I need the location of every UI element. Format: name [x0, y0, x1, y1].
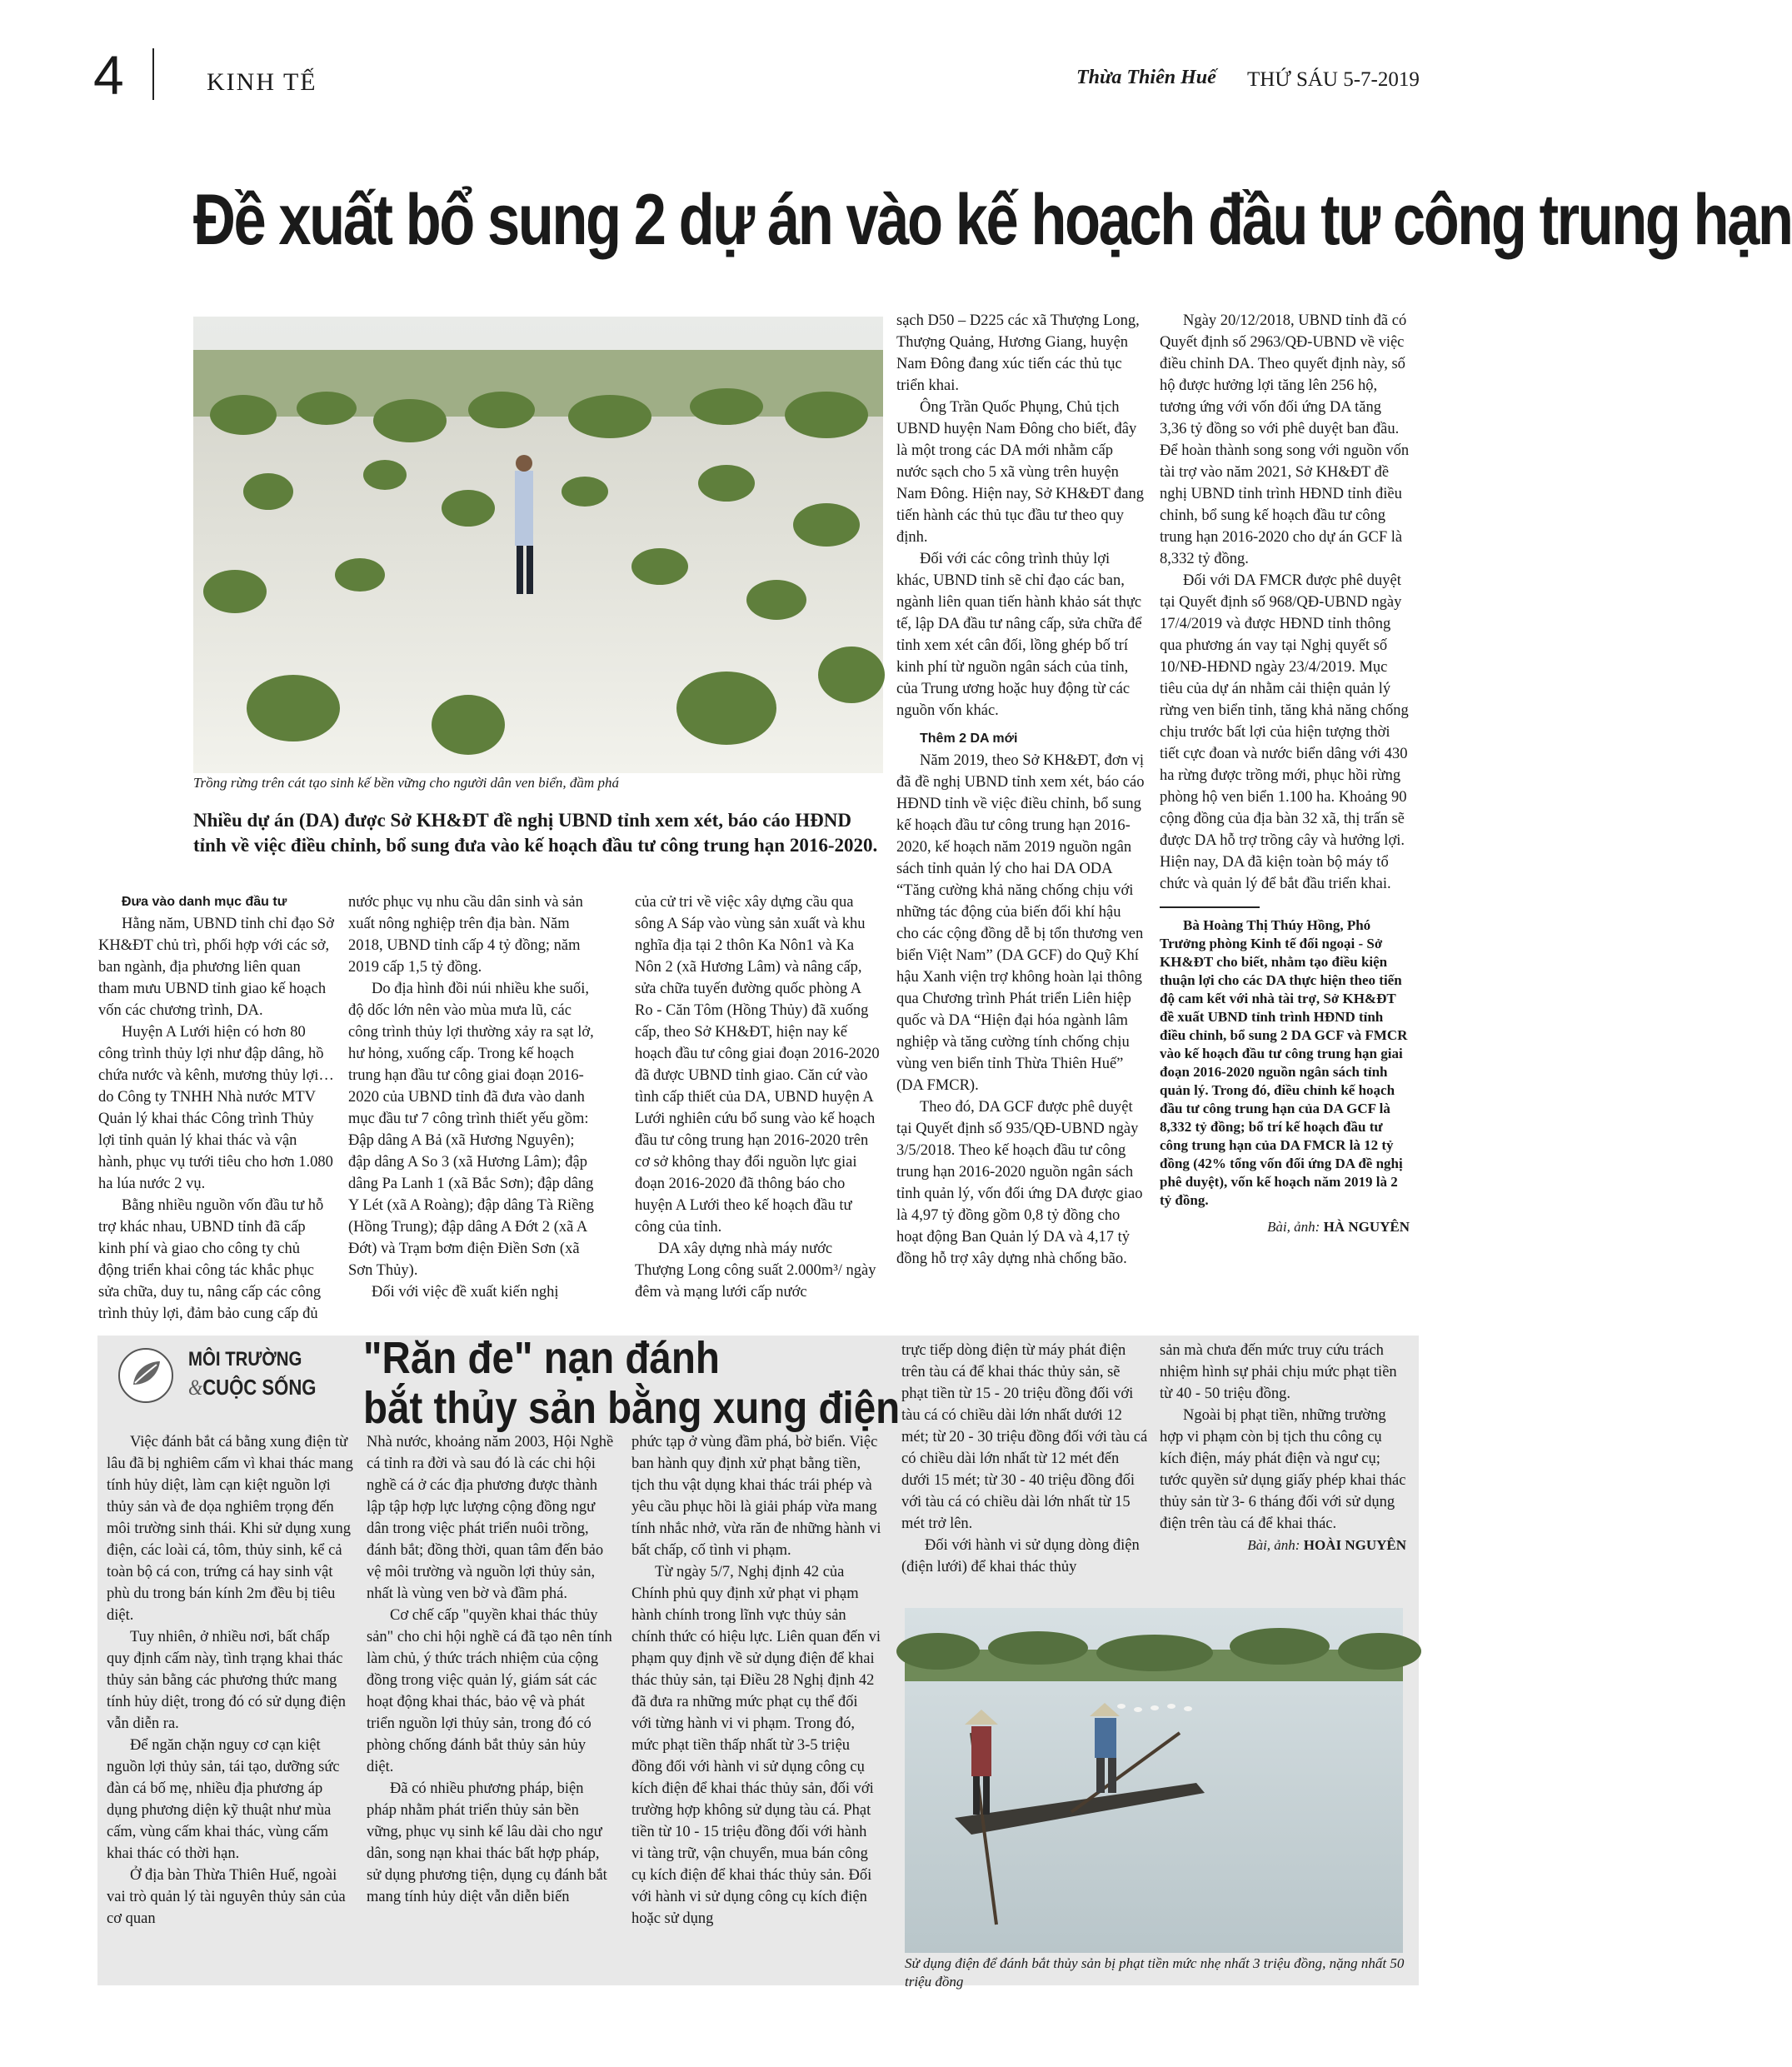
- headline-line-1: "Răn đe" nạn đánh: [363, 1333, 720, 1383]
- paragraph: phức tạp ở vùng đầm phá, bờ biển. Việc ban hành quy định xử phạt bằng tiền, tịch thu vật dụng khai thác trái phép và yêu cầu phục hồi là giải pháp vừa mang tính nhắc nhở, vừa răn đe những hành vi bất chấp, cố tình vi phạm.: [631, 1434, 881, 1559]
- byline-author: HOÀI NGUYÊN: [1303, 1537, 1406, 1553]
- paragraph: Nhà nước, khoảng năm 2003, Hội Nghề cá tỉnh ra đời và sau đó là các chi hội nghề cá ở các địa phương được thành lập tập hợp lực lượng cộng đồng ngư dân trong việc phát triển nuôi trồng, đánh bắt; đồng thời, quan tâm đến bảo vệ môi trường và nguồn lợi thủy sản, nhất là vùng ven bờ và đầm phá.: [367, 1434, 614, 1602]
- logo-text-line2: CUỘC SỐNG: [202, 1375, 317, 1400]
- byline: [1160, 1535, 1406, 1556]
- paragraph: Việc đánh bắt cá bằng xung điện từ lâu đã bị nghiêm cấm vì khai thác mang tính hủy diệt, làm cạn kiệt nguồn lợi thủy sản và đe dọa nghiêm trọng đến môi trường sinh thái. Khi sử dụng xung điện, các loài cá, tôm, thủy sinh, kể cả toàn bộ cá con, trứng cá hay sinh vật phù du trong bán kính 2m đều bị tiêu diệt.: [107, 1434, 353, 1624]
- paragraph: DA xây dựng nhà máy nước Thượng Long công suất 2.000m³/ ngày đêm và mạng lưới cấp nước: [635, 1241, 876, 1301]
- paragraph: Năm 2019, theo Sở KH&ĐT, đơn vị đã đề nghị UBND tỉnh xem xét, báo cáo HĐND tỉnh về việc điều chỉnh, bổ sung kế hoạch đầu tư công trung hạn 2016-2020, kế hoạch năm 2019 nguồn ngân sách tỉnh quản lý cho hai DA ODA “Tăng cường khả năng chống chịu với những tác động của biến đổi khí hậu cho các cộng đồng dễ bị tổn thương ven biển Việt Nam” (DA GCF) do Quỹ Khí hậu Xanh viện trợ không hoàn lại thông qua Chương trình Phát triển Liên hiệp quốc và DA “Hiện đại hóa ngành lâm nghiệp và tăng cường tính chống chịu vùng ven biển tỉnh Thừa Thiên Huế” (DA FMCR).: [896, 752, 1145, 1094]
- headline-line-2: bắt thủy sản bằng xung điện: [363, 1383, 901, 1433]
- article2-column-5: [1160, 1340, 1406, 1556]
- paragraph: Đối với việc đề xuất kiến nghị: [372, 1284, 559, 1301]
- header-divider: [152, 48, 154, 100]
- paragraph: Do địa hình đồi núi nhiều khe suối, độ dốc lớn nên vào mùa mưa lũ, các công trình thủy lợi thường xảy ra sạt lở, hư hỏng, xuống cấp. Trong kế hoạch trung hạn đầu tư công giai đoạn 2016-2020 của UBND tỉnh đã đưa vào danh mục đầu tư 7 công trình thiết yếu gồm: Đập dâng A Bả (xã Hương Nguyên); đập dâng A So 3 (xã Hương Lâm); đập dâng Pa Lanh 1 (xã Bắc Sơn); đập dâng Y Lét (xã A Roàng); đập dâng Tà Riềng (Hồng Trung); đập dâng A Đớt 2 (xã A Đớt) và Trạm bơm điện Điền Sơn (xã Sơn Thủy).: [348, 981, 594, 1279]
- subheading: Đưa vào danh mục đầu tư: [122, 895, 287, 909]
- article1-column-3: [635, 891, 881, 1303]
- paragraph: Tuy nhiên, ở nhiều nơi, bất chấp quy định cấm này, tình trạng khai thác thủy sản bằng các phương thức mang tính hủy diệt, trong đó có sử dụng điện vẫn diễn ra.: [107, 1629, 346, 1732]
- article2-headline: [363, 1333, 901, 1433]
- byline: [1160, 1216, 1410, 1238]
- paragraph: Cơ chế cấp "quyền khai thác thủy sản" cho chi hội nghề cá đã tạo nên tính làm chủ, ý thức trách nhiệm của cộng đồng trong việc quản lý, giám sát các hoạt động khai thác, bảo vệ và phát triển nguồn lợi thủy sản, trong đó có phòng chống đánh bắt thủy sản hủy diệt.: [367, 1607, 612, 1775]
- issue-date: THỨ SÁU 5-7-2019: [1247, 68, 1420, 91]
- article1-column-1: [98, 891, 334, 1325]
- paragraph: Huyện A Lưới hiện có hơn 80 công trình thủy lợi như đập dâng, hồ chứa nước và kênh, mương thủy lợi… do Công ty TNHH Nhà nước MTV Quản lý khai thác Công trình Thủy lợi tỉnh quản lý khai thác và vận hành, phục vụ tưới tiêu cho hơn 1.080 ha lúa nước 2 vụ.: [98, 1024, 334, 1192]
- paragraph: Đối với DA FMCR được phê duyệt tại Quyết định số 968/QĐ-UBND ngày 17/4/2019 và được HĐND tỉnh thông qua phương án vay tại Nghị quyết số 10/NĐ-HĐND ngày 23/4/2019. Mục tiêu của dự án nhằm cải thiện quản lý rừng ven biển tỉnh, tăng khả năng chống chịu trước bất lợi của hiện tượng thời tiết cực đoan và nước biển dâng với 430 ha rừng được trồng mới, phục hồi rừng phòng hộ ven biển 1.100 ha. Khoảng 90 cộng đồng của địa bàn 32 xã, thị trấn sẽ được DA hỗ trợ trồng cây và hưởng lợi. Hiện nay, DA đã kiện toàn bộ máy tổ chức và quản lý để bắt đầu triển khai.: [1160, 572, 1409, 892]
- paragraph: Từ ngày 5/7, Nghị định 42 của Chính phủ quy định xử phạt vi phạm hành chính trong lĩnh vực thủy sản chính thức có hiệu lực. Liên quan đến vi phạm quy định về sử dụng điện để khai thác thủy sản, tại Điều 28 Nghị định 42 đã đưa ra những mức phạt cụ thể đối với từng hành vi vi phạm. Trong đó, mức phạt tiền thấp nhất từ 3-5 triệu đồng đối với hành vi sử dụng công cụ kích điện để khai thác thủy sản, đối với trường hợp không sử dụng tàu cá. Phạt tiền từ 10 - 15 triệu đồng đối với hành vi tàng trữ, vận chuyển, mua bán công cụ kích điện để khai thác thủy sản. Đối với hành vi sử dụng công cụ kích điện hoặc sử dụng: [631, 1564, 881, 1927]
- paragraph: sản mà chưa đến mức truy cứu trách nhiệm hình sự phải chịu mức phạt tiền từ 40 - 50 triệu đồng.: [1160, 1342, 1397, 1402]
- article-photo-fishing-boat: [905, 1608, 1403, 1953]
- paragraph: Ngoài bị phạt tiền, những trường hợp vi phạm còn bị tịch thu công cụ kích điện, máy phát điện và ngư cụ; tước quyền sử dụng giấy phép khai thác thủy sản từ 3- 6 tháng đối với sử dụng điện trên tàu cá để khai thác.: [1160, 1407, 1406, 1532]
- section-logo: [117, 1343, 328, 1410]
- byline-author: HÀ NGUYÊN: [1323, 1219, 1410, 1235]
- paragraph: Hằng năm, UBND tỉnh chỉ đạo Sở KH&ĐT chủ trì, phối hợp với các sở, ban ngành, địa phương liên quan tham mưu UBND tỉnh giao kế hoạch vốn các chương trình, DA.: [98, 916, 334, 1019]
- article-lede: Nhiều dự án (DA) được Sở KH&ĐT đề nghị UBND tỉnh xem xét, báo cáo HĐND tỉnh về việc điều chỉnh, bổ sung đưa vào kế hoạch đầu tư công trung hạn 2016-2020.: [193, 810, 878, 856]
- leaf-globe-icon: [117, 1346, 175, 1405]
- highlight-paragraph: Bà Hoàng Thị Thúy Hồng, Phó Trưởng phòng Kinh tế đối ngoại - Sở KH&ĐT cho biết, nhằm tạo điều kiện thuận lợi cho các DA thực hiện theo tiến độ cam kết với nhà tài trợ, Sở KH&ĐT đề xuất UBND tỉnh trình HĐND tỉnh điều chỉnh, bổ sung 2 DA GCF và FMCR vào kế hoạch đầu tư công trung hạn giai đoạn 2016-2020 nguồn ngân sách tỉnh quản lý. Trong đó, điều chỉnh kế hoạch đầu tư công trung hạn của DA GCF là 8,332 tỷ đồng; bổ trí kế hoạch đầu tư công trung hạn của DA FMCR là 12 tỷ đồng (42% tổng vốn đối ứng DA đề nghị phê duyệt), vốn kế hoạch năm 2019 là 2 tỷ đồng.: [1160, 917, 1408, 1208]
- divider: [1160, 906, 1260, 908]
- article2-column-1: [107, 1431, 353, 1930]
- paragraph: Ông Trần Quốc Phụng, Chủ tịch UBND huyện Nam Đông cho biết, đây là một trong các DA mới nhằm cấp nước sạch cho 5 xã vùng trên huyện Nam Đông. Hiện nay, Sở KH&ĐT đang tiến hành các thủ tục đầu tư theo quy định.: [896, 399, 1145, 546]
- logo-ampersand: &: [188, 1376, 203, 1400]
- paragraph: sạch D50 – D225 các xã Thượng Long, Thượng Quảng, Hương Giang, huyện Nam Đông đang xúc tiến các thủ tục triển khai.: [896, 312, 1140, 394]
- paragraph: Đối với các công trình thủy lợi khác, UBND tỉnh sẽ chỉ đạo các ban, ngành liên quan tiến hành khảo sát thực tế, lập DA đầu tư nâng cấp, sửa chữa để tỉnh xem xét cân đối, lồng ghép bố trí kinh phí từ nguồn ngân sách của tỉnh, của Trung ương hoặc huy động từ các nguồn vốn khác.: [896, 551, 1142, 719]
- byline-label: Bài, ảnh:: [1247, 1537, 1300, 1553]
- photo-caption: Trồng rừng trên cát tạo sinh kế bền vững cho người dân ven biển, đầm phá: [193, 775, 619, 791]
- paragraph: Ngày 20/12/2018, UBND tỉnh đã có Quyết định số 2963/QĐ-UBND về việc điều chỉnh DA. Theo quyết định này, số hộ được hưởng lợi tăng lên 256 hộ, tương ứng với vốn đối ứng DA tăng 3,36 tỷ đồng so với phê duyệt ban đầu. Để hoàn thành song song với nguồn vốn tài trợ vào năm 2021, Sở KH&ĐT đề nghị UBND tỉnh trình HĐND tỉnh điều chỉnh, bổ sung kế hoạch đầu tư công trung hạn 2016-2020 cho dự án GCF là 8,332 tỷ đồng.: [1160, 312, 1410, 567]
- paragraph: Bằng nhiều nguồn vốn đầu tư hỗ trợ khác nhau, UBND tỉnh đã cấp kinh phí và giao cho công ty chủ động triển khai công tác khắc phục sửa chữa, duy tu, nâng cấp các công trình thủy lợi, đảm bảo cung cấp đủ: [98, 1197, 324, 1322]
- section-title: KINH TẾ: [207, 68, 317, 96]
- article1-column-4: [896, 310, 1145, 1270]
- paragraph: Đối với hành vi sử dụng dòng điện (điện lưới) để khai thác thủy: [901, 1537, 1140, 1575]
- article-photo-forest-on-sand: [193, 317, 883, 773]
- paragraph: trực tiếp dòng điện từ máy phát điện trên tàu cá để khai thác thủy sản, sẽ phạt tiền từ 15 - 20 triệu đồng đối với tàu cá có chiều dài lớn nhất dưới 12 mét; từ 20 - 30 triệu đồng đối với tàu cá có chiều dài lớn nhất từ 12 mét đến dưới 15 mét; từ 30 - 40 triệu đồng đối với tàu cá có chiều dài lớn nhất từ 15 mét trở lên.: [901, 1342, 1148, 1532]
- article-headline: Đề xuất bổ sung 2 dự án vào kế hoạch đầu tư công trung hạn: [193, 180, 1792, 260]
- paragraph: của cử tri về việc xây dựng cầu qua sông A Sáp vào vùng sản xuất và khu nghĩa địa tại 2 thôn Ka Nôn1 và Ka Nôn 2 (xã Hương Lâm) và nâng cấp, sửa chữa tuyến đường quốc phòng A Ro - Căn Tôm (Hồng Thủy) đã xuống cấp, theo Sở KH&ĐT, hiện nay kế hoạch đầu tư công giai đoạn 2016-2020 đã được UBND tỉnh giao. Căn cứ vào tình cấp thiết của DA, UBND huyện A Lưới nghiên cứu bổ sung vào kế hoạch đầu tư công trung hạn 2016-2020 trên cơ sở không thay đổi nguồn lực giai đoạn 2016-2020 đã thông báo cho huyện A Lưới theo kế hoạch đầu tư công của tỉnh.: [635, 894, 880, 1236]
- photo-caption: Sử dụng điện để đánh bắt thủy sản bị phạt tiền mức nhẹ nhất 3 triệu đồng, nặng nhất 50 triệu đồng: [905, 1955, 1405, 1990]
- byline-label: Bài, ảnh:: [1267, 1219, 1320, 1235]
- paragraph: Ở địa bàn Thừa Thiên Huế, ngoài vai trò quản lý tài nguyên thủy sản của cơ quan: [107, 1867, 346, 1927]
- paragraph: Theo đó, DA GCF được phê duyệt tại Quyết định số 935/QĐ-UBND ngày 3/5/2018. Theo kế hoạch đầu tư công trung hạn 2016-2020 nguồn ngân sách tỉnh quản lý, vốn đối ứng DA được giao là 4,97 tỷ đồng gồm 0,8 tỷ đồng cho hoạt động Ban Quản lý DA và 4,17 tỷ đồng hỗ trợ xây dựng nhà chống bão.: [896, 1099, 1143, 1267]
- newspaper-name: Thừa Thiên Huế: [1076, 67, 1216, 88]
- article1-column-2: [348, 891, 595, 1303]
- logo-text-line1: MÔI TRƯỜNG: [188, 1348, 302, 1371]
- page-number: 4: [93, 44, 124, 106]
- subheading: Thêm 2 DA mới: [920, 731, 1018, 746]
- paragraph: Đã có nhiều phương pháp, biện pháp nhằm phát triển thủy sản bền vững, phục vụ sinh kế lâu dài cho ngư dân, song nạn khai thác bất hợp pháp, sử dụng phương tiện, dụng cụ đánh bắt mang tính hủy diệt vẫn diễn biến: [367, 1780, 607, 1905]
- article2-column-4: [901, 1340, 1148, 1578]
- paragraph: nước phục vụ nhu cầu dân sinh và sản xuất nông nghiệp trên địa bàn. Năm 2018, UBND tỉnh cấp 4 tỷ đồng; năm 2019 cấp 1,5 tỷ đồng.: [348, 894, 583, 976]
- article2-column-3: [631, 1431, 881, 1930]
- paragraph: Để ngăn chặn nguy cơ cạn kiệt nguồn lợi thủy sản, tái tạo, dưỡng sức đàn cá bố mẹ, nhiều địa phương áp dụng phương diện kỹ thuật như mùa cấm, vùng cấm khai thác, vùng cấm khai thác có thời hạn.: [107, 1737, 340, 1862]
- article1-column-5: [1160, 310, 1410, 1238]
- article2-column-2: [367, 1431, 616, 1908]
- logo-text-line2-wrap: [188, 1375, 316, 1400]
